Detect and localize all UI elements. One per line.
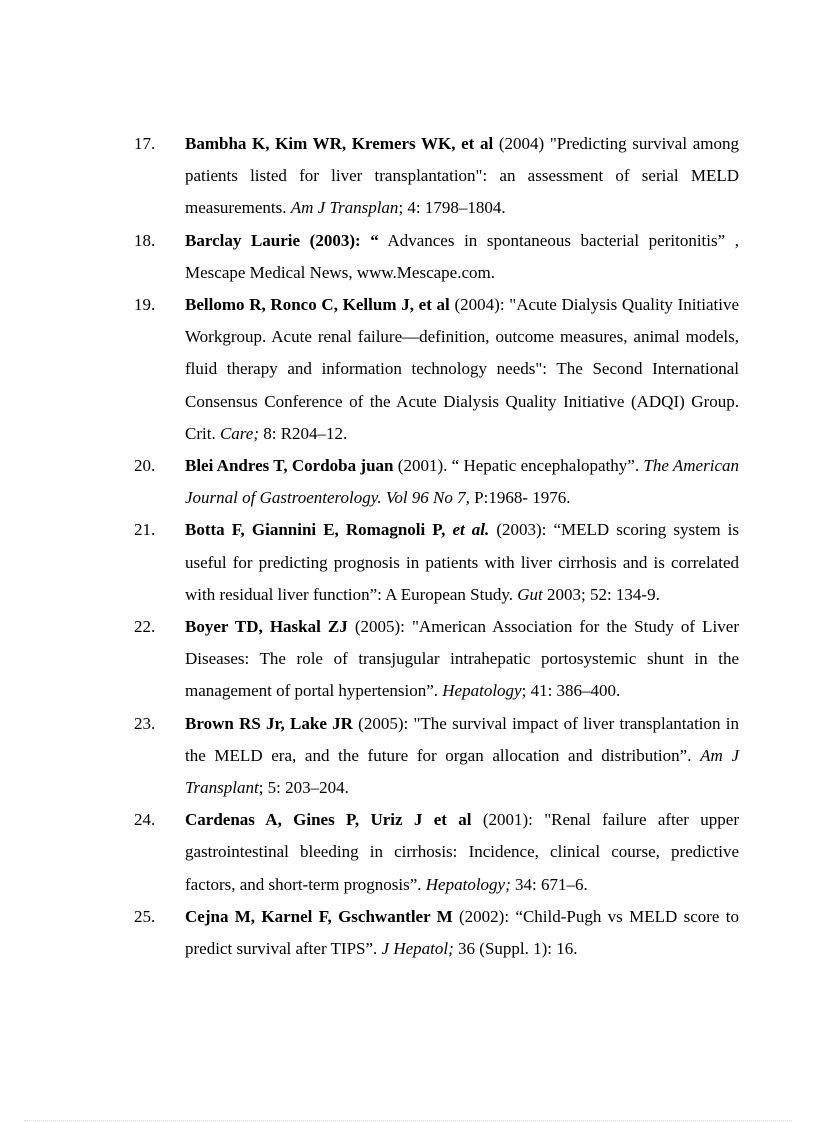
reference-citation: 36 (Suppl. 1): 16. xyxy=(453,939,578,959)
reference-number: 18. xyxy=(134,230,156,250)
reference-journal: Care; xyxy=(219,423,259,443)
reference-item-20 xyxy=(134,450,739,514)
reference-authors: Botta F, Giannini E, Romagnoli P, xyxy=(185,520,453,540)
reference-authors: Boyer TD, Haskal ZJ xyxy=(185,617,348,637)
reference-item-19 xyxy=(134,289,739,450)
reference-number: 21. xyxy=(134,520,156,540)
reference-citation: 34: 671–6. xyxy=(510,874,588,894)
reference-text xyxy=(185,708,739,805)
reference-journal: Hepatology; xyxy=(425,874,511,894)
reference-text xyxy=(185,450,739,514)
reference-citation: 2003; 52: 134-9. xyxy=(542,584,660,604)
reference-item-22 xyxy=(134,611,739,708)
page-boundary-line xyxy=(24,1120,792,1121)
reference-journal: The American Journal of Gastroenterology. Vol 96 No 7, xyxy=(185,456,739,508)
reference-number: 22. xyxy=(134,617,156,637)
reference-citation: ; 41: 386–400. xyxy=(521,681,621,701)
reference-citation: ; 4: 1798–1804. xyxy=(398,198,506,218)
reference-item-17 xyxy=(134,128,739,225)
reference-journal: J Hepatol; xyxy=(381,939,454,959)
reference-number: 25. xyxy=(134,906,156,926)
reference-number: 24. xyxy=(134,810,156,830)
reference-title: (2001). “ Hepatic encephalopathy”. xyxy=(393,456,644,476)
reference-authors: Brown RS Jr, Lake JR xyxy=(185,713,353,733)
reference-journal: Hepatology xyxy=(442,681,522,701)
reference-authors: Cejna M, Karnel F, Gschwantler M xyxy=(185,906,453,926)
reference-item-23 xyxy=(134,708,739,805)
reference-title: Advances in spontaneous bacterial peritonitis” , Mescape Medical News, www.Mescape.com. xyxy=(185,230,740,282)
reference-title: (2004): "Acute Dialysis Quality Initiative Workgroup. Acute renal failure—definition, outcome measures, animal models, fluid therapy and information technology needs": The Second International Consensus Conference of the Acute Dialysis Quality Initiative (ADQI) Group. Crit. xyxy=(185,295,739,443)
reference-authors: Cardenas A, Gines P, Uriz J et al xyxy=(185,810,472,830)
reference-journal: Am J Transplant xyxy=(185,745,739,798)
reference-authors: Bellomo R, Ronco C, Kellum J, et al xyxy=(185,295,450,315)
reference-authors: Barclay Laurie (2003): “ xyxy=(185,230,379,250)
reference-title: (2001): "Renal failure after upper gastrointestinal bleeding in cirrhosis: Incidence, clinical course, predictive factors, and short-term prognosis”. xyxy=(185,810,739,894)
reference-authors-etal: et al. xyxy=(452,520,490,540)
reference-item-25 xyxy=(134,901,739,965)
reference-text xyxy=(185,804,739,901)
reference-citation: ; 5: 203–204. xyxy=(258,778,349,798)
reference-item-21 xyxy=(134,514,739,611)
reference-journal: Am J Transplan xyxy=(290,198,399,218)
reference-number: 19. xyxy=(134,295,156,315)
reference-authors: Blei Andres T, Cordoba juan xyxy=(185,456,394,476)
reference-title: (2005): "American Association for the Study of Liver Diseases: The role of transjugular intrahepatic portosystemic shunt in the management of portal hypertension”. xyxy=(185,617,739,701)
reference-item-18 xyxy=(134,225,739,289)
reference-item-24 xyxy=(134,804,739,901)
reference-number: 17. xyxy=(134,134,156,153)
reference-journal: Gut xyxy=(517,584,543,604)
reference-text xyxy=(185,225,739,289)
reference-text xyxy=(185,289,739,450)
reference-number: 23. xyxy=(134,713,156,733)
reference-text xyxy=(185,611,739,708)
reference-authors: Bambha K, Kim WR, Kremers WK, et al xyxy=(185,134,494,153)
reference-title: (2005): "The survival impact of liver transplantation in the MELD era, and the future for organ allocation and distribution”. xyxy=(185,713,739,765)
reference-citation: 8: R204–12. xyxy=(258,423,348,443)
reference-citation: P:1968- 1976. xyxy=(469,488,571,508)
reference-text xyxy=(185,901,739,965)
reference-number: 20. xyxy=(134,456,156,476)
reference-text xyxy=(185,514,739,611)
reference-list xyxy=(134,128,739,965)
reference-title: (2003): “MELD scoring system is useful for predicting prognosis in patients with liver cirrhosis and is correlated with residual liver function”: A European Study. xyxy=(185,520,740,604)
reference-text xyxy=(185,128,739,225)
reference-title: (2004) "Predicting survival among patients listed for liver transplantation": an assessment of serial MELD measurements. xyxy=(185,134,739,218)
reference-title: (2002): “Child-Pugh vs MELD score to predict survival after TIPS”. xyxy=(185,906,739,959)
